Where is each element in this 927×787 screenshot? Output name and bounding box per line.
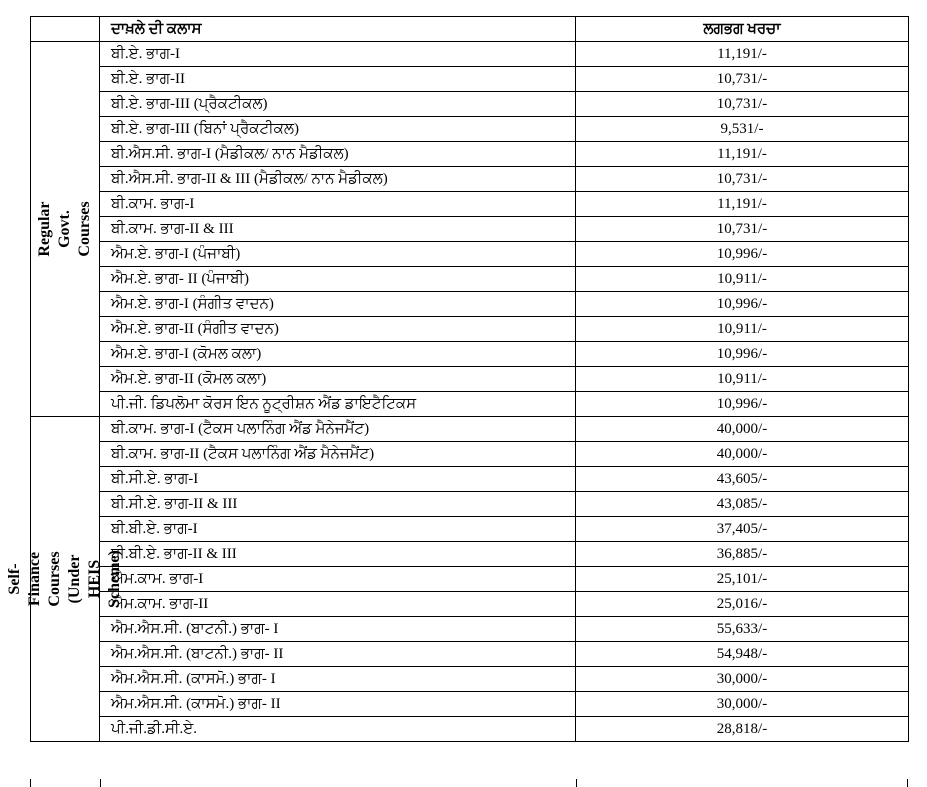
- approx-cost: 10,731/-: [576, 167, 909, 192]
- approx-cost: 11,191/-: [576, 42, 909, 67]
- approx-cost: 25,016/-: [576, 592, 909, 617]
- table-row: [31, 642, 909, 667]
- approx-cost: 30,000/-: [576, 692, 909, 717]
- fee-table-body: [6, 17, 909, 742]
- group-title-cell: [6, 417, 123, 742]
- table-row: [31, 192, 909, 217]
- table-row: [31, 142, 909, 167]
- header-category-cell: [31, 17, 100, 42]
- class-name: ਐਮ.ਏ. ਭਾਗ-II (ਕੋਮਲ ਕਲਾ): [100, 367, 576, 392]
- header-cost-label: ਲਗਭਗ ਖਰਚਾ: [576, 17, 909, 42]
- class-name: ਬੀ.ਬੀ.ਏ. ਭਾਗ-II & III: [100, 542, 576, 567]
- group-title: Regular Govt. Courses: [36, 201, 93, 257]
- class-name: ਬੀ.ਸੀ.ਏ. ਭਾਗ-I: [100, 467, 576, 492]
- class-name: ਐਮ.ਏ. ਭਾਗ-II (ਸੰਗੀਤ ਵਾਦਨ): [100, 317, 576, 342]
- table-row: [31, 242, 909, 267]
- class-name: ਬੀ.ਏ. ਭਾਗ-III (ਪ੍ਰੈਕਟੀਕਲ): [100, 92, 576, 117]
- class-name: ਬੀ.ਏ. ਭਾਗ-I: [100, 42, 576, 67]
- table-row: [31, 292, 909, 317]
- approx-cost: 55,633/-: [576, 617, 909, 642]
- approx-cost: 40,000/-: [576, 442, 909, 467]
- approx-cost: 10,996/-: [576, 392, 909, 417]
- table-row: [31, 492, 909, 517]
- approx-cost: 36,885/-: [576, 542, 909, 567]
- class-name: ਐਮ.ਏ. ਭਾਗ-I (ਪੰਜਾਬੀ): [100, 242, 576, 267]
- class-name: ਬੀ.ਸੀ.ਏ. ਭਾਗ-II & III: [100, 492, 576, 517]
- header-row: [31, 17, 909, 42]
- table-row: [31, 392, 909, 417]
- approx-cost: 10,911/-: [576, 267, 909, 292]
- approx-cost: 11,191/-: [576, 192, 909, 217]
- class-name: ਬੀ.ਕਾਮ. ਭਾਗ-I: [100, 192, 576, 217]
- class-name: ਐਮ.ਕਾਮ. ਭਾਗ-I: [100, 567, 576, 592]
- approx-cost: 10,911/-: [576, 367, 909, 392]
- table-row: [31, 567, 909, 592]
- group-title-wrap: [31, 42, 99, 416]
- fee-table: [6, 16, 909, 742]
- class-name: ਪੀ.ਜੀ. ਡਿਪਲੋਮਾ ਕੋਰਸ ਇਨ ਨੂਟ੍ਰੀਸ਼ਨ ਐਂਡ ਡਾਇਟੈਟਿਕਸ: [100, 392, 576, 417]
- table-row: [31, 517, 909, 542]
- class-name: ਐਮ.ਐਸ.ਸੀ. (ਬਾਟਨੀ.) ਭਾਗ- I: [100, 617, 576, 642]
- class-name: ਬੀ.ਐਸ.ਸੀ. ਭਾਗ-I (ਮੈਡੀਕਲ/ ਨਾਨ ਮੈਡੀਕਲ): [100, 142, 576, 167]
- approx-cost: 10,731/-: [576, 217, 909, 242]
- approx-cost: 10,911/-: [576, 317, 909, 342]
- table-row: [31, 67, 909, 92]
- table-row: [31, 692, 909, 717]
- approx-cost: 28,818/-: [576, 717, 909, 742]
- table-row: [31, 617, 909, 642]
- group-title-wrap: [6, 417, 123, 741]
- class-name: ਬੀ.ਕਾਮ. ਭਾਗ-II (ਟੈਕਸ ਪਲਾਨਿੰਗ ਐਂਡ ਮੈਨੇਜਮੈਂਟ): [100, 442, 576, 467]
- table-row: [31, 267, 909, 292]
- table-row: [31, 717, 909, 742]
- approx-cost: 30,000/-: [576, 667, 909, 692]
- table-row: [31, 667, 909, 692]
- table-row: [31, 367, 909, 392]
- approx-cost: 54,948/-: [576, 642, 909, 667]
- approx-cost: 43,605/-: [576, 467, 909, 492]
- table-continuation: [30, 779, 908, 787]
- table-row: [31, 92, 909, 117]
- class-name: ਐਮ.ਏ. ਭਾਗ- II (ਪੰਜਾਬੀ): [100, 267, 576, 292]
- approx-cost: 10,731/-: [576, 92, 909, 117]
- class-name: ਐਮ.ਐਸ.ਸੀ. (ਕਾਸਮੋ.) ਭਾਗ- I: [100, 667, 576, 692]
- class-name: ਬੀ.ਬੀ.ਏ. ਭਾਗ-I: [100, 517, 576, 542]
- approx-cost: 10,996/-: [576, 342, 909, 367]
- class-name: ਬੀ.ਏ. ਭਾਗ-III (ਬਿਨਾਂ ਪ੍ਰੈਕਟੀਕਲ): [100, 117, 576, 142]
- approx-cost: 10,731/-: [576, 67, 909, 92]
- group-title: Self-Finance Courses (Under HEIS Scheme): [6, 550, 123, 608]
- class-name: ਬੀ.ਕਾਮ. ਭਾਗ-II & III: [100, 217, 576, 242]
- table-row: [31, 467, 909, 492]
- group-title-cell: [31, 42, 100, 417]
- class-name: ਬੀ.ਕਾਮ. ਭਾਗ-I (ਟੈਕਸ ਪਲਾਨਿੰਗ ਐਂਡ ਮੈਨੇਜਮੈਂਟ): [100, 417, 576, 442]
- class-name: ਐਮ.ਏ. ਭਾਗ-I (ਕੋਮਲ ਕਲਾ): [100, 342, 576, 367]
- table-row: [31, 117, 909, 142]
- class-name: ਐਮ.ਕਾਮ. ਭਾਗ-II: [100, 592, 576, 617]
- approx-cost: 10,996/-: [576, 242, 909, 267]
- class-name: ਬੀ.ਏ. ਭਾਗ-II: [100, 67, 576, 92]
- table-row: [31, 417, 909, 442]
- approx-cost: 25,101/-: [576, 567, 909, 592]
- table-row: [31, 442, 909, 467]
- table-row: [31, 592, 909, 617]
- approx-cost: 43,085/-: [576, 492, 909, 517]
- table-row: [31, 542, 909, 567]
- class-name: ਐਮ.ਏ. ਭਾਗ-I (ਸੰਗੀਤ ਵਾਦਨ): [100, 292, 576, 317]
- table-row: [31, 342, 909, 367]
- table-row: [31, 167, 909, 192]
- header-class-label: ਦਾਖ਼ਲੇ ਦੀ ਕਲਾਸ: [100, 17, 576, 42]
- table-row: [31, 217, 909, 242]
- class-name: ਐਮ.ਐਸ.ਸੀ. (ਕਾਸਮੋ.) ਭਾਗ- II: [100, 692, 576, 717]
- class-name: ਪੀ.ਜੀ.ਡੀ.ਸੀ.ਏ.: [100, 717, 576, 742]
- table-row: [31, 317, 909, 342]
- approx-cost: 10,996/-: [576, 292, 909, 317]
- class-name: ਐਮ.ਐਸ.ਸੀ. (ਬਾਟਨੀ.) ਭਾਗ- II: [100, 642, 576, 667]
- approx-cost: 11,191/-: [576, 142, 909, 167]
- approx-cost: 40,000/-: [576, 417, 909, 442]
- approx-cost: 9,531/-: [576, 117, 909, 142]
- table-row: [31, 42, 909, 67]
- class-name: ਬੀ.ਐਸ.ਸੀ. ਭਾਗ-II & III (ਮੈਡੀਕਲ/ ਨਾਨ ਮੈਡੀਕਲ): [100, 167, 576, 192]
- approx-cost: 37,405/-: [576, 517, 909, 542]
